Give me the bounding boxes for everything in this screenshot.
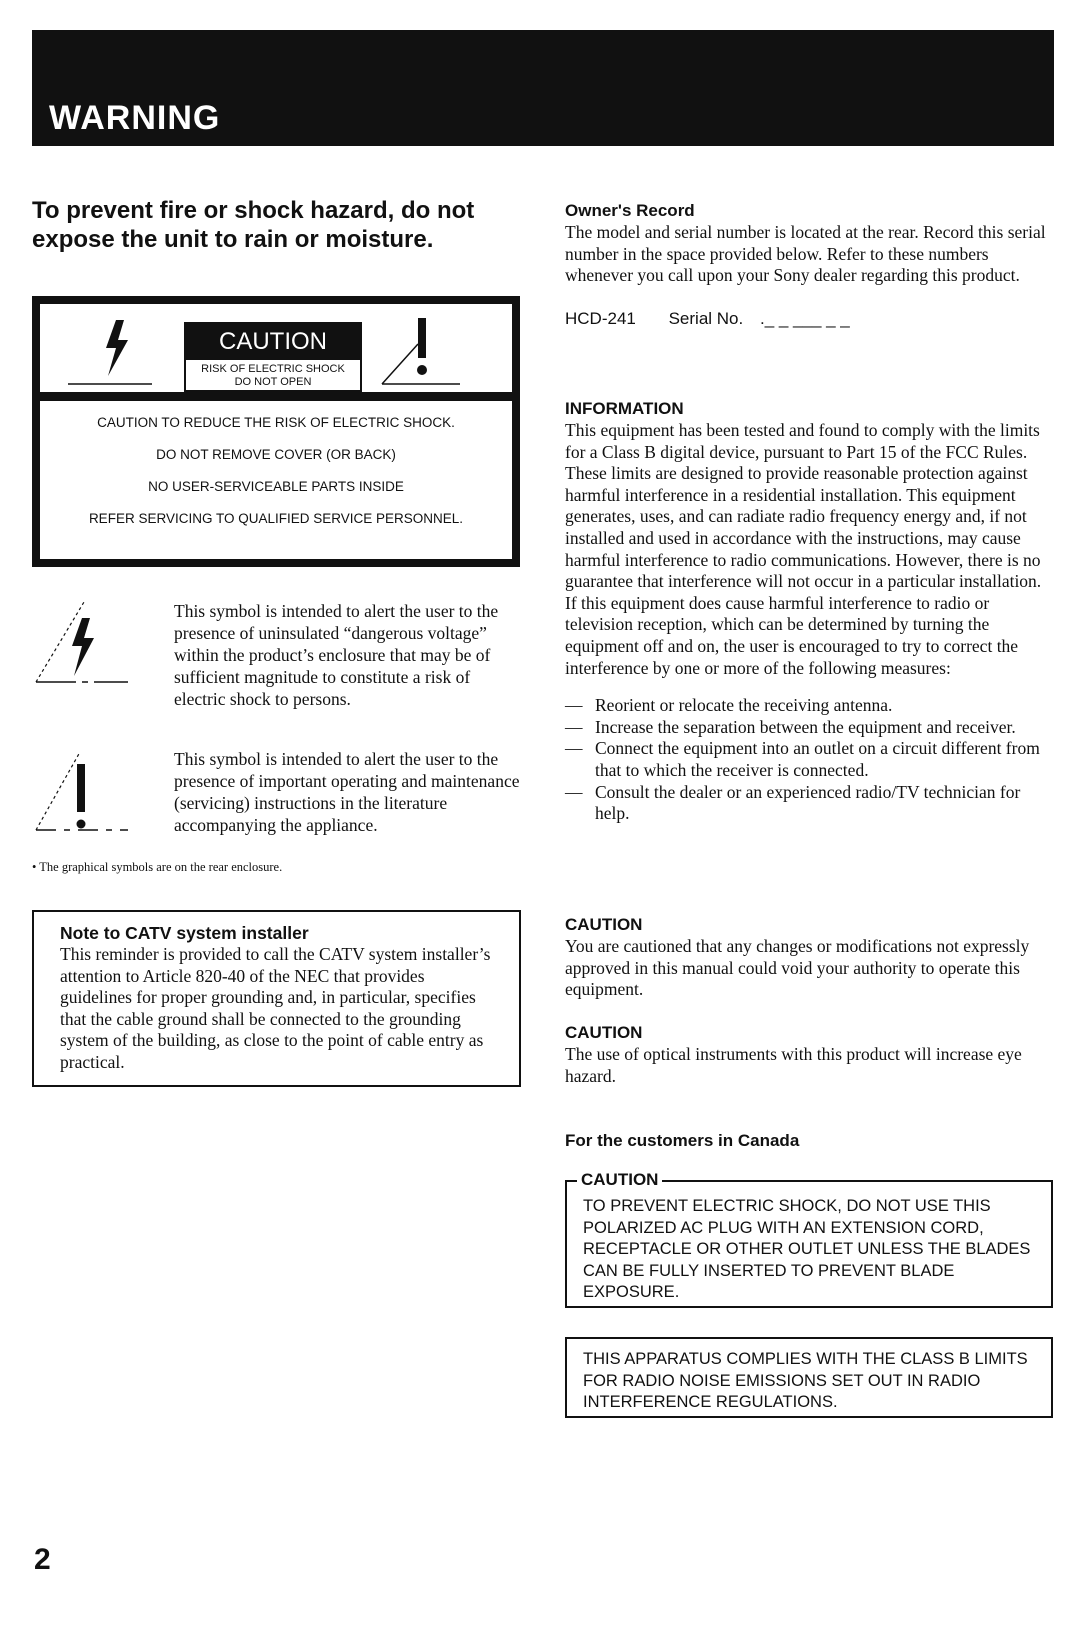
class-b-text: THIS APPARATUS COMPLIES WITH THE CLASS B LIMITS FOR RADIO NOISE EMISSIONS SET OUT IN RADIO INTERFERENCE REGULATIONS. <box>583 1350 1028 1412</box>
serial-label: Serial No. <box>668 308 744 328</box>
symbol2-description: This symbol is intended to alert the user to the presence of important operating and maintenance (servicing) instructions in the literature accompanying the appliance. <box>174 749 520 835</box>
caution-line: NO USER-SERVICEABLE PARTS INSIDE <box>148 479 404 494</box>
owners-record-section <box>565 200 1055 329</box>
catv-note-body: This reminder is provided to call the CATV system installer’s attention to Article 820-40 of the NEC that provides guidelines for proper grounding and, in particular, specifies that the cable ground shall be connected to the grounding system of the building, as close to the point of cable entry as practical. <box>60 944 491 1072</box>
model-serial-row <box>565 309 1055 329</box>
caution-graphic <box>32 296 520 567</box>
caution-instructions <box>40 401 512 559</box>
caution-line: CAUTION TO REDUCE THE RISK OF ELECTRIC SHOCK. <box>97 415 455 430</box>
page-title: WARNING <box>49 99 221 137</box>
symbol-explanation-instructions <box>32 748 522 848</box>
measures-list <box>565 695 1055 825</box>
information-title: INFORMATION <box>565 399 684 418</box>
list-item: — Connect the equipment into an outlet on a circuit different from that to which the receiver is connected. <box>565 738 1055 781</box>
page-number: 2 <box>34 1543 51 1576</box>
class-b-box <box>565 1337 1053 1418</box>
footnote: • The graphical symbols are on the rear enclosure. <box>32 860 283 874</box>
symbol-explanation-voltage <box>32 600 522 730</box>
exclamation-triangle-icon <box>370 314 470 390</box>
caution-label-line: RISK OF ELECTRIC SHOCK <box>201 363 345 375</box>
caution-modifications-section <box>565 914 1055 1001</box>
information-section <box>565 398 1055 825</box>
left-column <box>32 196 522 254</box>
caution-line: REFER SERVICING TO QUALIFIED SERVICE PERSONNEL. <box>88 511 464 526</box>
caution-title: CAUTION <box>565 1023 643 1042</box>
caution-label <box>184 322 362 392</box>
canada-caution-box <box>565 1170 1053 1308</box>
caution-optical-section <box>565 1022 1055 1087</box>
information-body: This equipment has been tested and found to comply with the limits for a Class B digital device, pursuant to Part 15 of the FCC Rules. These limits are designed to provide reasonable protection against harmful interference in a residential installation. This equipment generates, uses, and can radiate radio frequency energy and, if not installed and used in accordance with the instructions, may cause harmful interference to radio communications. However, there is no guarantee that interference will not occur in a particular installation. If this equipment does cause harmful interference to radio or television reception, which can be determined by turning the equipment off and on, the user is encouraged to try to correct the interference by one or more of the following measures: <box>565 420 1042 678</box>
symbol1-description: This symbol is intended to alert the user to the presence of uninsulated “dangerous voltage” within the product’s enclosure that may be of sufficient magnitude to constitute a risk of electric shock to persons. <box>174 601 499 709</box>
model-number: HCD-241 <box>565 308 636 328</box>
list-item: — Increase the separation between the equipment and receiver. <box>565 717 1055 739</box>
catv-note-title: Note to CATV system installer <box>60 923 309 943</box>
canada-section <box>565 1130 1055 1152</box>
caution-label-title: CAUTION <box>186 324 360 360</box>
catv-note-box <box>32 910 521 1087</box>
canada-caution-title: CAUTION <box>577 1170 662 1190</box>
lightning-bolt-icon <box>68 314 158 390</box>
owners-record-title: Owner's Record <box>565 201 695 220</box>
warning-banner <box>32 30 1054 146</box>
serial-blank: ._ _ ___ _ _ <box>759 308 850 328</box>
list-item: — Reorient or relocate the receiving antenna. <box>565 695 1055 717</box>
caution-body: The use of optical instruments with this product will increase eye hazard. <box>565 1044 1022 1086</box>
caution-label-text <box>186 360 360 389</box>
lightning-triangle-icon <box>32 600 132 690</box>
caution-graphic-top <box>40 304 512 392</box>
fire-shock-headline: To prevent fire or shock hazard, do not expose the unit to rain or moisture. <box>32 197 475 253</box>
exclamation-triangle-icon <box>32 748 132 838</box>
caution-body: You are cautioned that any changes or modifications not expressly approved in this manual could void your authority to operate this equipment. <box>565 936 1030 1000</box>
caution-title: CAUTION <box>565 915 643 934</box>
canada-heading: For the customers in Canada <box>565 1131 800 1150</box>
owners-record-body: The model and serial number is located at the rear. Record this serial number in the space provided below. Refer to these numbers whenever you call upon your Sony dealer regarding this product. <box>565 222 1046 286</box>
canada-caution-body: TO PREVENT ELECTRIC SHOCK, DO NOT USE THIS POLARIZED AC PLUG WITH AN EXTENSION CORD, RECEPTACLE OR OTHER OUTLET UNLESS THE BLADES CAN BE FULLY INSERTED TO PREVENT BLADE EXPOSURE. <box>583 1197 1031 1302</box>
caution-line: DO NOT REMOVE COVER (OR BACK) <box>156 447 396 462</box>
caution-label-line: DO NOT OPEN <box>234 376 312 388</box>
list-item: — Consult the dealer or an experienced radio/TV technician for help. <box>565 782 1055 825</box>
